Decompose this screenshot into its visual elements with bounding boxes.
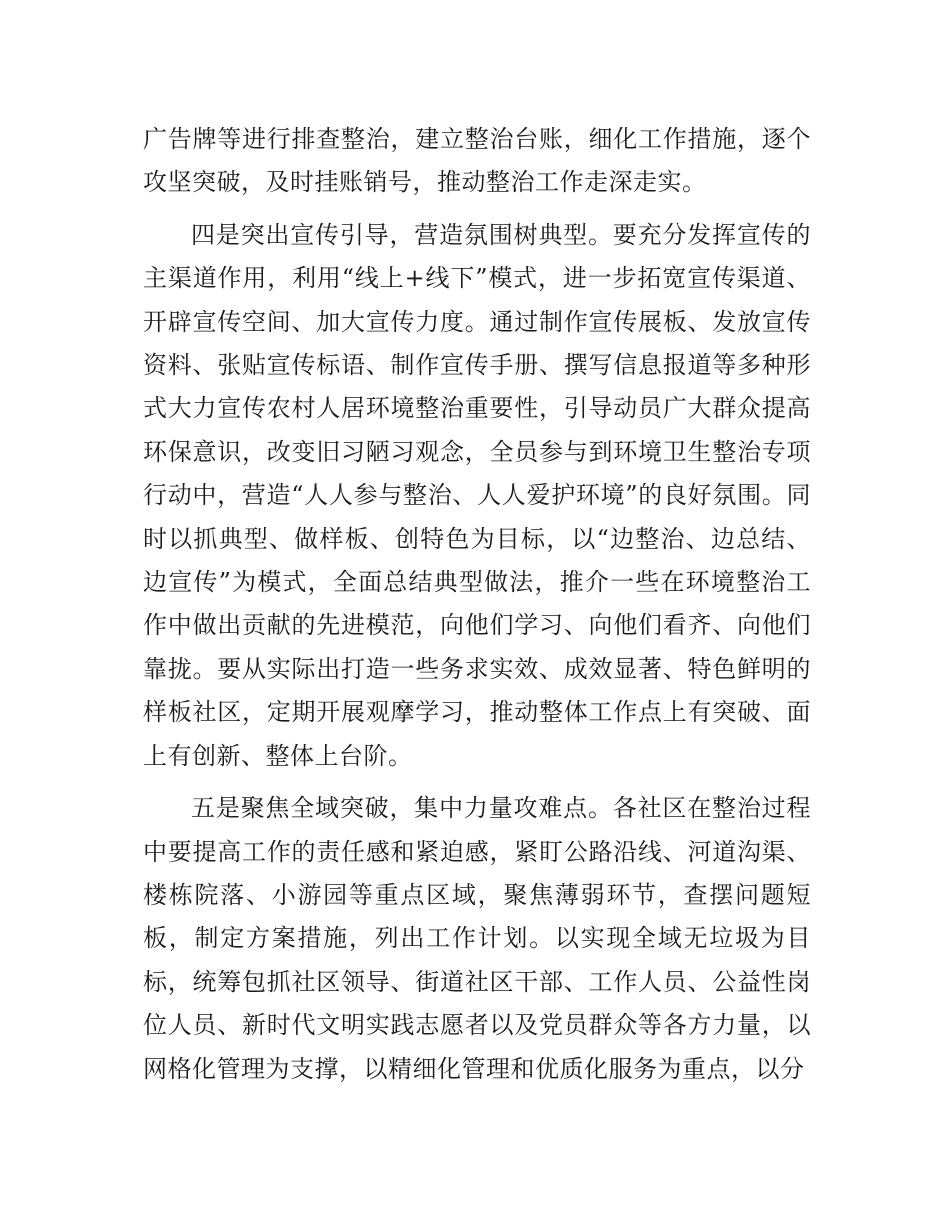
- paragraph-publicity-guidance: 四是突出宣传引导，营造氛围树典型。要充分发挥宣传的主渠道作用，利用“线上+线下”模式，进一步拓宽宣传渠道、开辟宣传空间、加大宣传力度。通过制作宣传展板、发放宣传资料、张贴宣传标语、制作宣传手册、撰写信息报道等多种形式大力宣传农村人居环境整治重要性，引导动员广大群众提高环保意识，改变旧习陋习观念，全员参与到环境卫生整治专项行动中，营造“人人参与整治、人人爱护环境”的良好氛围。同时以抓典型、做样板、创特色为目标，以“边整治、边总结、边宣传”为模式，全面总结典型做法，推介一些在环境整治工作中做出贡献的先进模范，向他们学习、向他们看齐、向他们靠拢。要从实际出打造一些务求实效、成效显著、特色鲜明的样板社区，定期开展观摩学习，推动整体工作点上有突破、面上有创新、整体上台阶。: [143, 220, 811, 770]
- document-body: [143, 118, 811, 1091]
- paragraph-area-breakthrough: 五是聚焦全域突破，集中力量攻难点。各社区在整治过程中要提高工作的责任感和紧迫感，紧盯公路沿线、河道沟渠、楼栋院落、小游园等重点区域，聚焦薄弱环节，查摆问题短板，制定方案措施，列出工作计划。以实现全域无垃圾为目标，统筹包抓社区领导、街道社区干部、工作人员、公益性岗位人员、新时代文明实践志愿者以及党员群众等各方力量，以网格化管理为支撑，以精细化管理和优质化服务为重点，以分: [143, 794, 811, 1083]
- paragraph-continuation: 广告牌等进行排查整治，建立整治台账，细化工作措施，逐个攻坚突破，及时挂账销号，推动整治工作走深走实。: [143, 125, 811, 197]
